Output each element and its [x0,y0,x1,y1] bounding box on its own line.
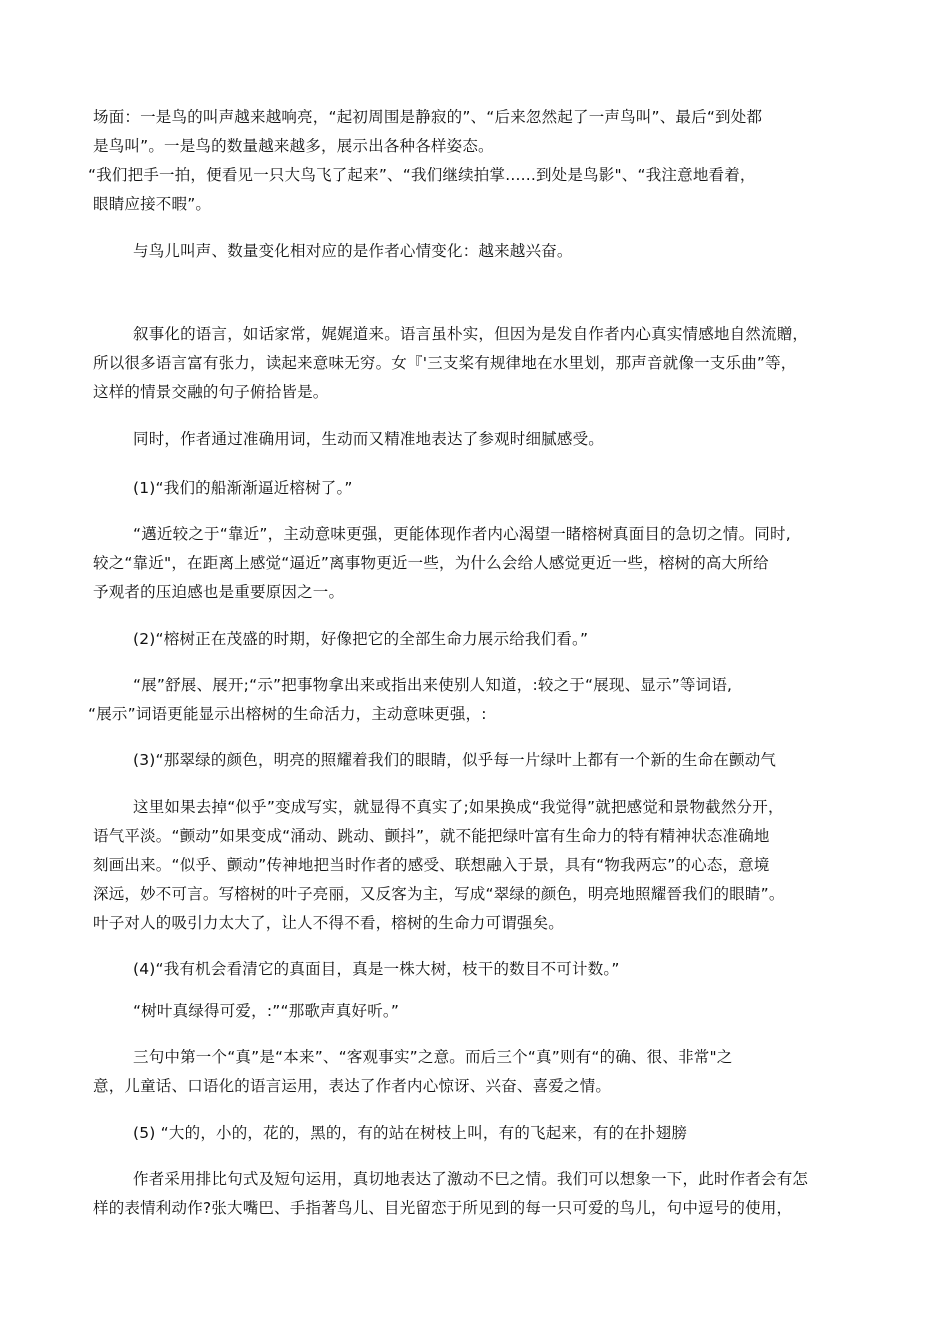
text-line: 语气平淡。“颤动”如果变成“涌动、跳动、颤抖”，就不能把绿叶富有生命力的特有精神状态准确地 [93,827,770,845]
text-line: 是鸟叫”。一是鸟的数量越来越多，展示出各种各样姿态。 [93,137,494,155]
text-line: 与鸟儿叫声、数量变化相对应的是作者心情变化：越来越兴奋。 [133,242,573,260]
text-line: 同时，作者通过准确用词，生动而又精准地表达了参观时细腻感受。 [133,430,605,448]
text-line: “展”舒展、展开;“示”把事物拿出来或指出来使别人知道，:较之于“展现、显示”等词语, [133,676,733,694]
text-line: 三句中第一个“真”是“本来”、“客观事实”之意。而后三个“真”则有“的确、很、非常"之 [133,1048,733,1066]
text-line: 叙事化的语言，如话家常，娓娓道来。语言虽朴实，但因为是发自作者内心真实情感地自然流贈， [133,325,809,343]
text-line: 作者采用排比句式及短句运用，真切地表达了激动不巳之情。我们可以想象一下，此时作者会有怎 [133,1170,809,1188]
text-line: (3)“那翠绿的颜色，明亮的照耀着我们的眼睛，似乎每一片绿叶上都有一个新的生命在颤动气 [133,751,777,769]
text-line: 眼睛应接不暇”。 [93,195,212,213]
text-line: (4)“我有机会看清它的真面目，真是一株大树，枝干的数目不可计数。” [133,960,620,978]
text-line: 刻画出来。“似乎、颤动”传神地把当时作者的感受、联想融入于景，具有“物我两忘”的心态，意境 [93,856,770,874]
text-line: (5) “大的，小的，花的，黑的，有的站在树枝上叫，有的飞起来，有的在扑翅膀 [133,1124,688,1142]
text-line: 这里如果去掉“似乎”变成写实，就显得不真实了;如果换成“我觉得”就把感觉和景物截然分开， [133,798,784,816]
text-line: 样的表情利动作?张大嘴巴、手指著鸟儿、目光留恋于所见到的每一只可爱的鸟儿，句中逗号的使用， [93,1199,793,1217]
text-line: “展示”词语更能显示出榕树的生命活力，主动意味更强，: [88,705,487,723]
text-line: “邁近较之于“靠近”，主动意味更强，更能体现作者内心渴望一睹榕树真面目的急切之情。同时, [133,525,791,543]
text-line: 予观者的压迫感也是重要原因之一。 [93,583,345,601]
text-line: (2)“榕树正在茂盛的时期，好像把它的全部生命力展示给我们看。” [133,630,589,648]
text-line: 深远，妙不可言。写榕树的叶子亮丽，又反客为主，写成“翠绿的颜色，明亮地照耀晉我们的眼睛”。 [93,885,785,903]
text-line: “我们把手一拍，便看见一只大鸟飞了起来”、“我们继续拍掌......到处是鸟影"、“我注意地看着， [88,166,756,184]
text-line: 较之“靠近"，在距离上感觉“逼近”离事物更近一些，为什么会给人感觉更近一些，榕树的高大所给 [93,554,769,572]
text-line: 这样的情景交融的句子俯拾皆是。 [93,383,329,401]
text-line: 场面：一是鸟的叫声越来越响亮，“起初周围是静寂的”、“后来忽然起了一声鸟叫”、最后“到处都 [93,108,763,126]
text-line: (1)“我们的船渐渐逼近榕树了。” [133,479,353,497]
text-line: 意，儿童话、口语化的语言运用，表达了作者内心惊讶、兴奋、喜爱之情。 [93,1077,612,1095]
text-line: “树叶真绿得可爱，:”“那歌声真好听。” [133,1002,400,1020]
text-line: 叶子对人的吸引力太大了，让人不得不看，榕树的生命力可谓强矣。 [93,914,565,932]
text-line: 所以很多语言富有张力，读起来意味无穷。女『'三支桨有规律地在水里划，那声音就像一支乐曲”等， [93,354,797,372]
